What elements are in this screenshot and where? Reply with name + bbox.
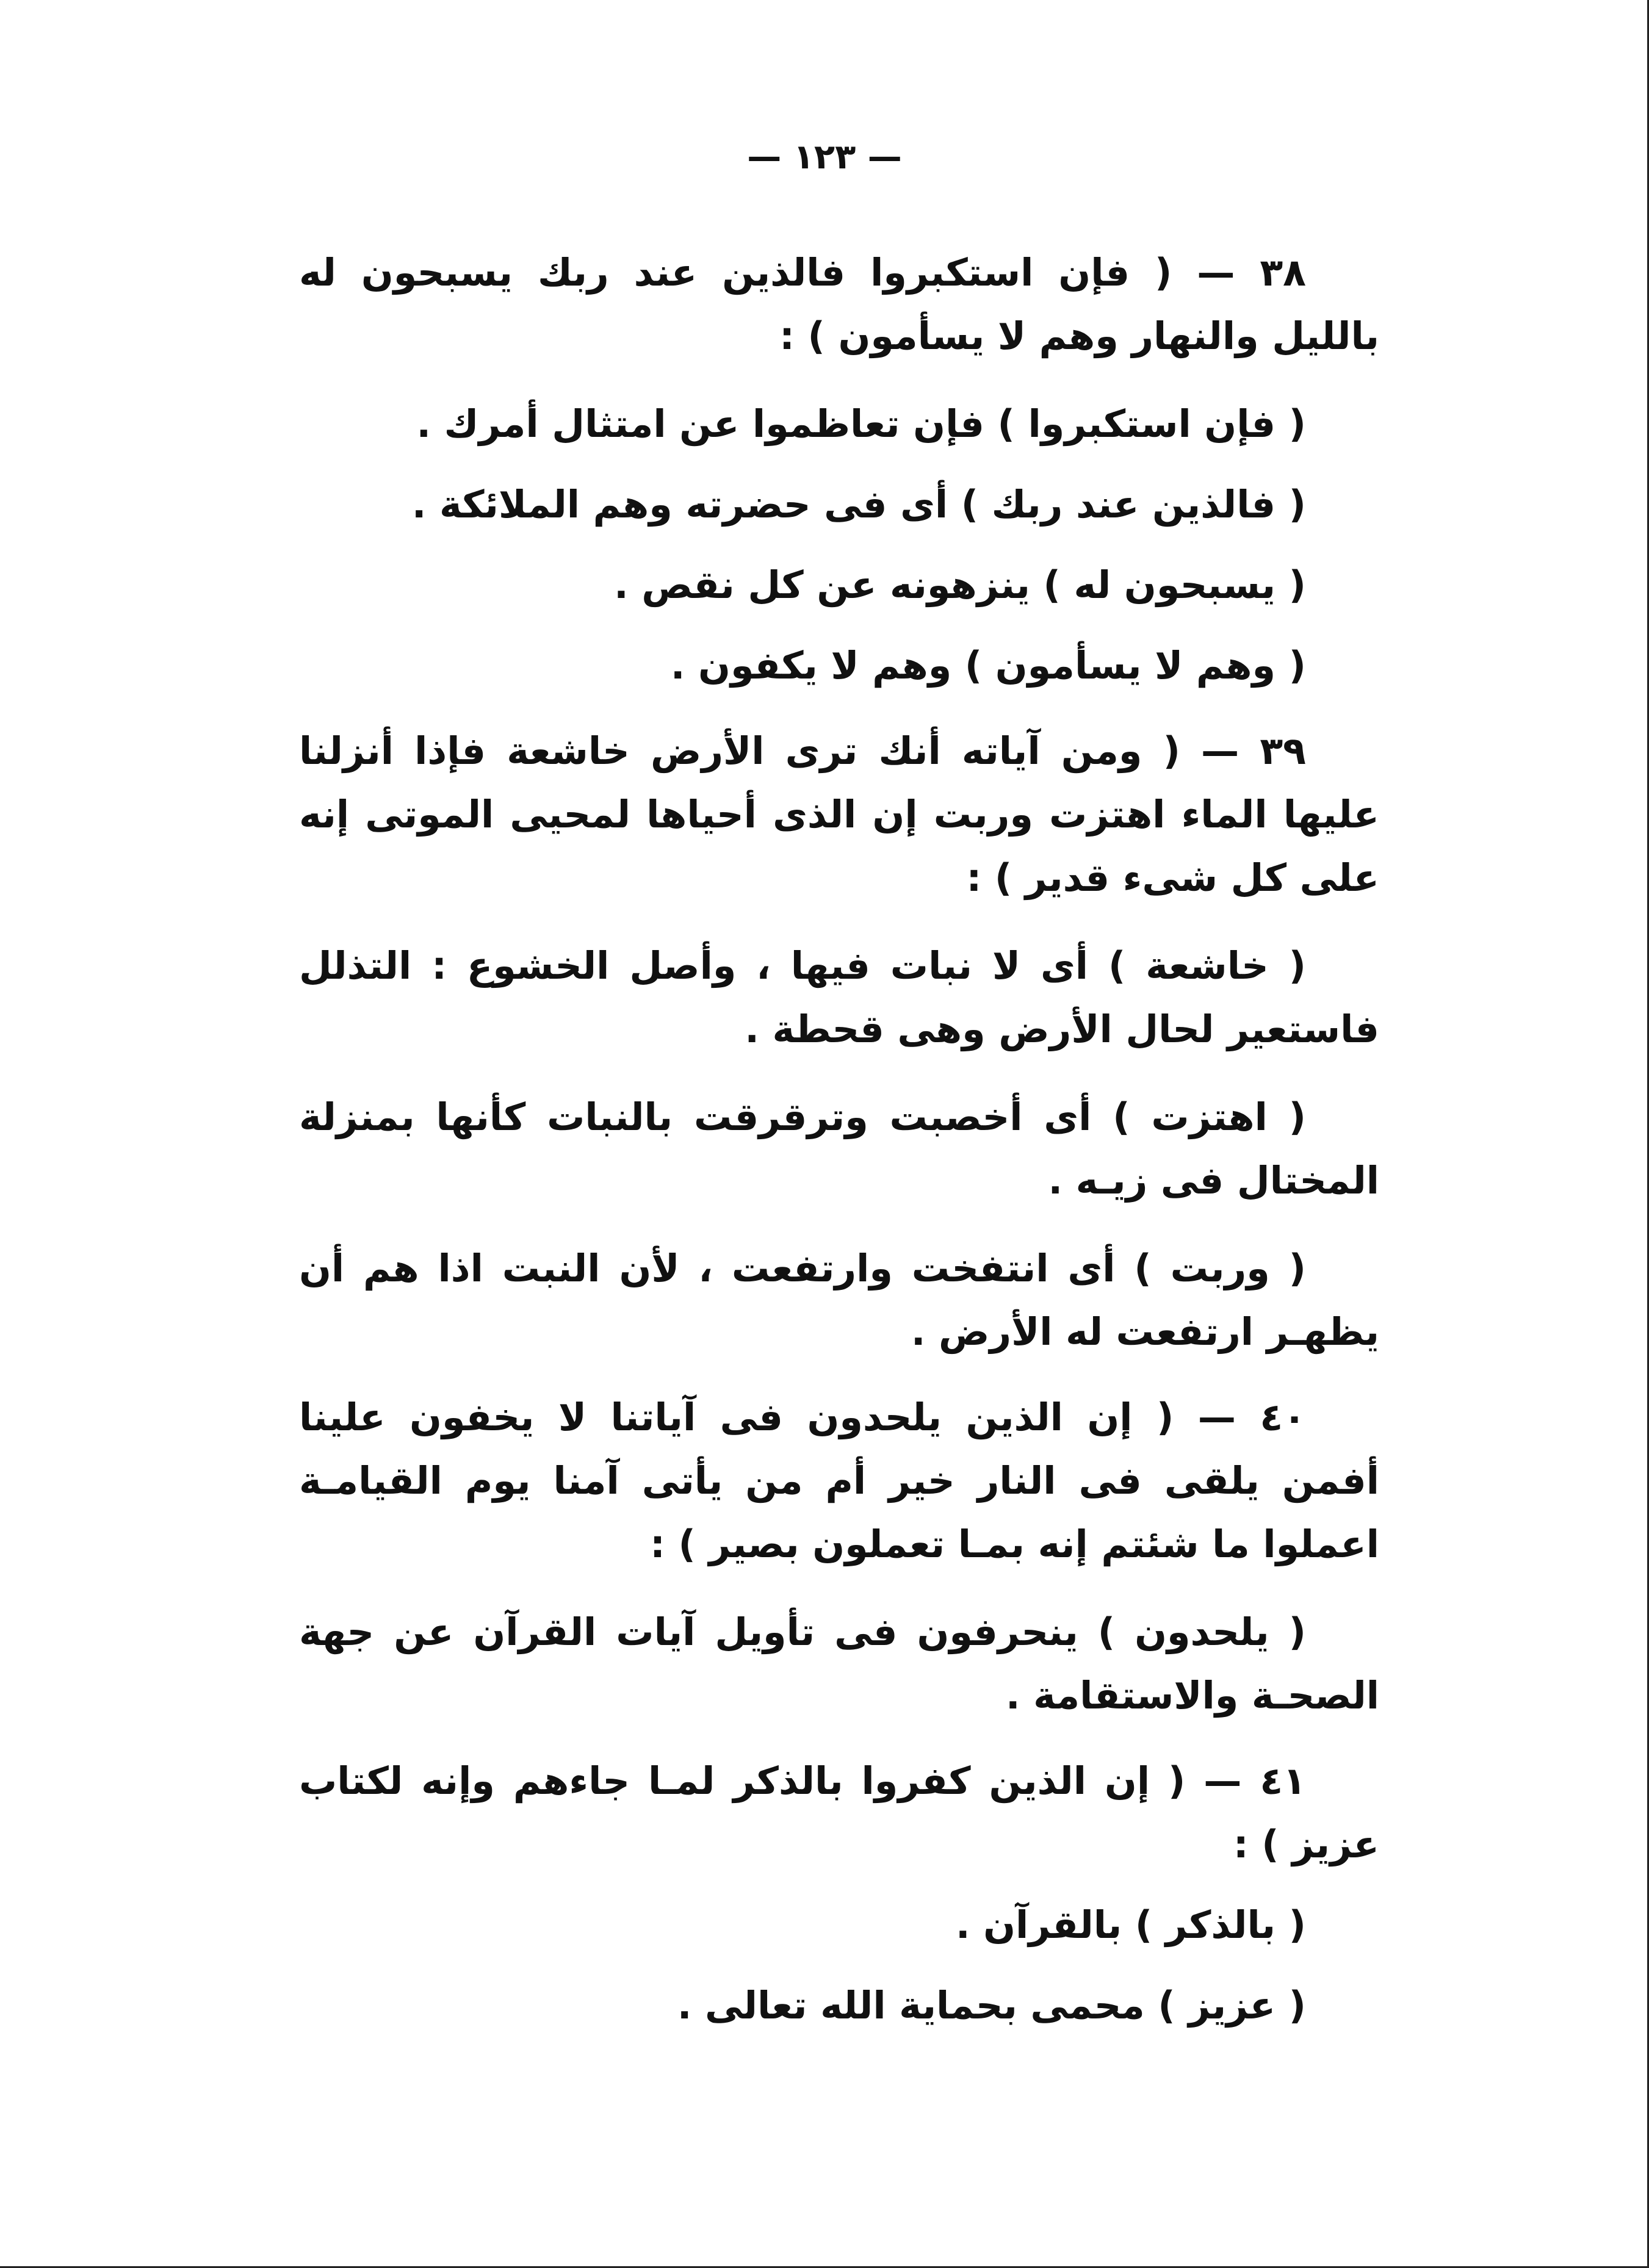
gloss-aziz: ( عزيز ) محمى بحماية الله تعالى . <box>677 1983 1306 2028</box>
verse-38: ٣٨ — ( فإن استكبروا فالذين عند ربك يسبحون له بالليل والنهار وهم لا يسأمون ) : <box>299 250 1379 358</box>
gloss-istakbaru: ( فإن استكبروا ) فإن تعاظموا عن امتثال أمرك . <box>416 401 1306 446</box>
verse-41: ٤١ — ( إن الذين كفروا بالذكر لمـا جاءهم وإنه لكتاب عزيز ) : <box>299 1759 1379 1867</box>
gloss-yulhidun: ( يلحدون ) ينحرفون فى تأويل آيات القرآن عن جهة الصحـة والاستقامة . <box>299 1610 1379 1718</box>
verse-40: ٤٠ — ( إن الذين يلحدون فى آياتنا لا يخفون علينا أفمن يلقى فى النار خير أم من يأتى آمنا يوم القيامـة اعملوا ما شئتم إنه بمـا تعملون بصير ) : <box>299 1395 1379 1566</box>
gloss-yusabbihun: ( يسبحون له ) ينزهونه عن كل نقص . <box>614 563 1306 607</box>
gloss-bil-dhikr: ( بالذكر ) بالقرآن . <box>955 1903 1306 1947</box>
verse-39: ٣٩ — ( ومن آياته أنك ترى الأرض خاشعة فإذا أنزلنا عليها الماء اهتزت وربت إن الذى أحياها لمحيى الموتى إنه على كل شىء قدير ) : <box>299 729 1379 900</box>
gloss-rabat: ( وربت ) أى انتفخت وارتفعت ، لأن النبت اذا هم أن يظهـر ارتفعت له الأرض . <box>299 1246 1379 1354</box>
gloss-alladhina-inda-rabbik: ( فالذين عند ربك ) أى فى حضرته وهم الملائكة . <box>411 482 1306 527</box>
gloss-la-yasamun: ( وهم لا يسأمون ) وهم لا يكفون . <box>670 643 1306 688</box>
gloss-khashia: ( خاشعة ) أى لا نبات فيها ، وأصل الخشوع : التذلل فاستعير لحال الأرض وهى قحطة . <box>299 943 1379 1051</box>
page-number: — ١٢٣ — <box>747 137 902 177</box>
page-body <box>299 241 1379 2037</box>
gloss-ihtazzat: ( اهتزت ) أى أخصبت وترقرقت بالنبات كأنها بمنزلة المختال فى زيـه . <box>299 1095 1379 1203</box>
